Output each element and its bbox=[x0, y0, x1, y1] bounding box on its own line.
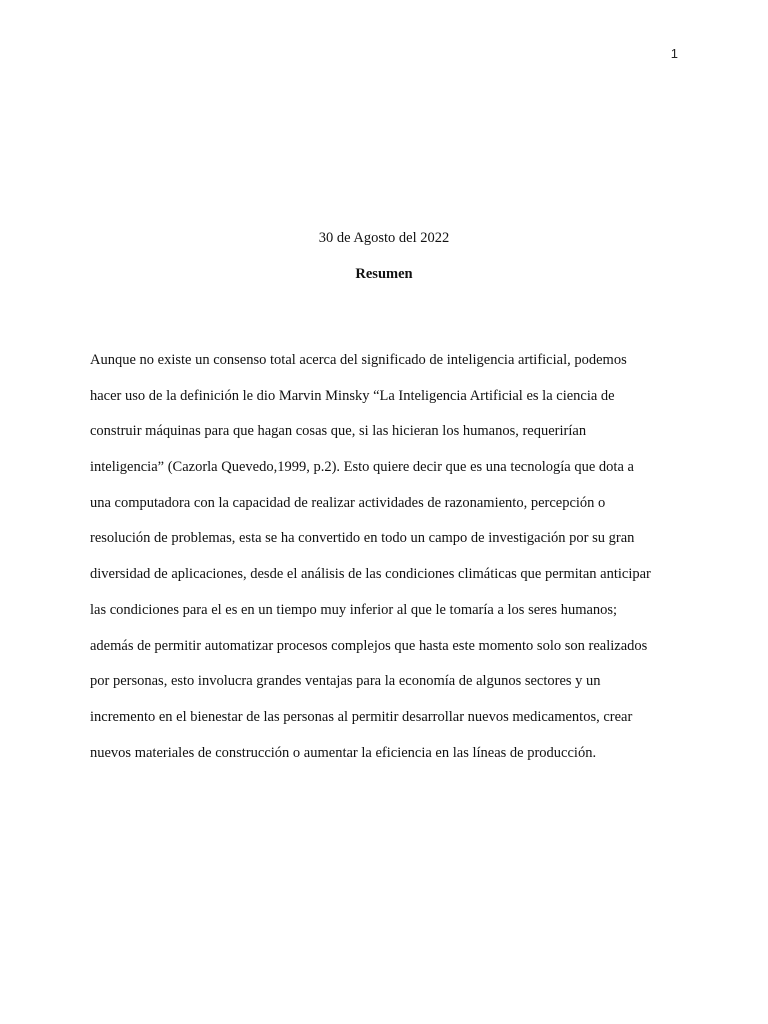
paragraph-line: hacer uso de la definición le dio Marvin Minsky “La Inteligencia Artificial es la ciencia de bbox=[90, 387, 615, 404]
abstract-paragraph bbox=[90, 350, 690, 778]
paragraph-line: por personas, esto involucra grandes ventajas para la economía de algunos sectores y un bbox=[90, 673, 601, 690]
paragraph-line: construir máquinas para que hagan cosas que, si las hicieran los humanos, requerirían bbox=[90, 423, 587, 440]
paragraph-line: resolución de problemas, esta se ha convertido en todo un campo de investigación por su gran bbox=[90, 530, 635, 547]
paragraph-line: las condiciones para el es en un tiempo muy inferior al que le tomaría a los seres humanos; bbox=[90, 601, 618, 618]
paragraph-line: inteligencia” (Cazorla Quevedo,1999, p.2). Esto quiere decir que es una tecnología que dota a bbox=[90, 459, 634, 476]
page-number: 1 bbox=[670, 46, 678, 61]
section-heading: Resumen bbox=[355, 266, 413, 282]
paragraph-line: nuevos materiales de construcción o aumentar la eficiencia en las líneas de producción. bbox=[90, 744, 597, 761]
paragraph-line: una computadora con la capacidad de realizar actividades de razonamiento, percepción o bbox=[90, 494, 606, 511]
paragraph-line: incremento en el bienestar de las personas al permitir desarrollar nuevos medicamentos, crear bbox=[90, 708, 633, 725]
document-date: 30 de Agosto del 2022 bbox=[318, 230, 450, 246]
paragraph-line: Aunque no existe un consenso total acerca del significado de inteligencia artificial, podemos bbox=[90, 352, 627, 368]
paragraph-line: además de permitir automatizar procesos complejos que hasta este momento solo son realizados bbox=[90, 637, 648, 654]
paragraph-line: diversidad de aplicaciones, desde el análisis de las condiciones climáticas que permitan anticipar bbox=[90, 566, 651, 583]
